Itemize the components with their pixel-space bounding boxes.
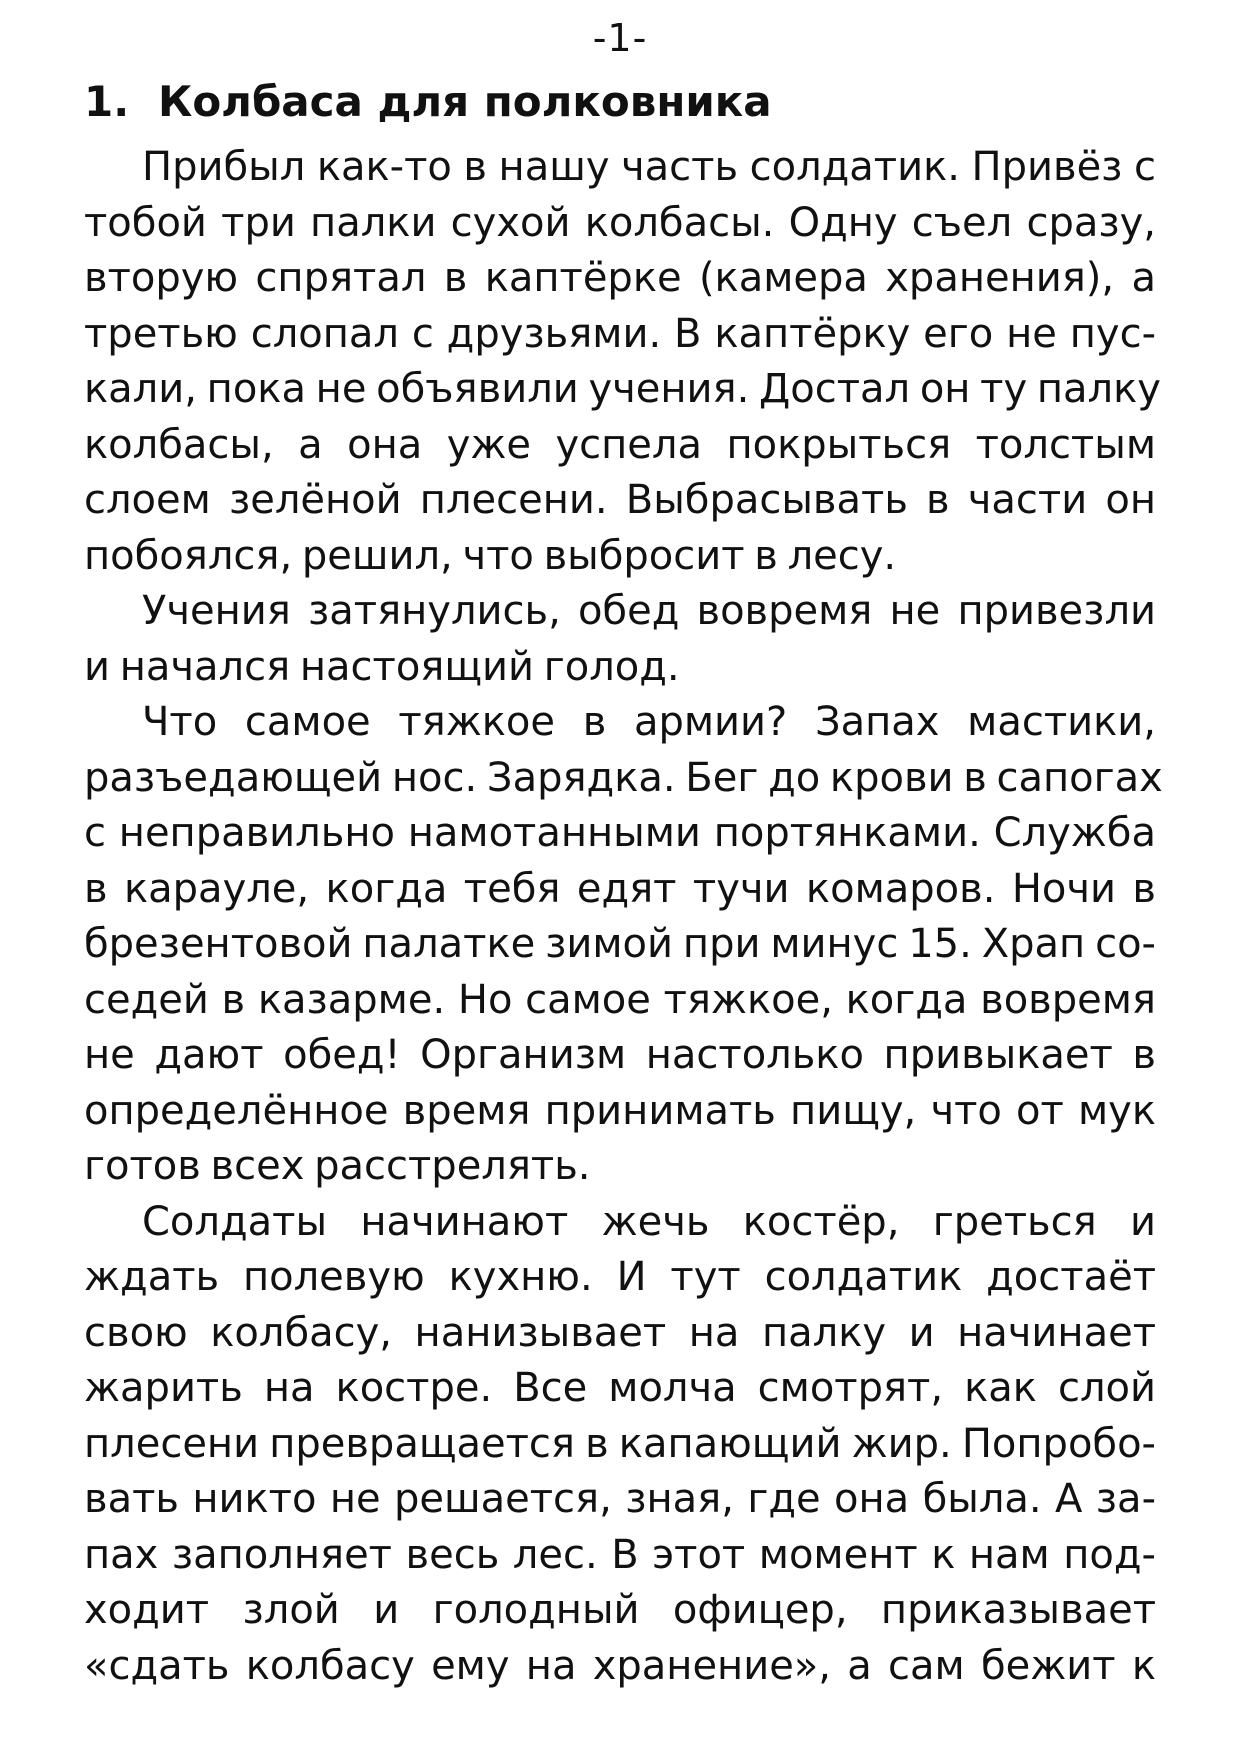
text-line: побоялся, решил, что выбросит в лесу.: [84, 532, 897, 579]
text-line: с неправильно намотанными портянками. Служба: [84, 810, 1156, 856]
text-line: определённое время принимать пищу, что от мук: [84, 1087, 1156, 1134]
text-line: ждать полевую кухню. И тут солдатик достаёт: [84, 1254, 1156, 1300]
text-line: третью слопал с друзьями. В каптёрку его не пус-: [84, 310, 1156, 357]
chapter-heading: [84, 74, 772, 130]
paragraph: [84, 584, 1156, 695]
text-line: вать никто не решается, зная, где она была. А за-: [84, 1476, 1156, 1522]
text-line: слоем зелёной плесени. Выбрасывать в части он: [84, 477, 1156, 523]
page-number: -1-: [592, 16, 648, 60]
text-line: тобой три палки сухой колбасы. Одну съел сразу,: [84, 199, 1156, 246]
text-line: Прибыл как-то в нашу часть солдатик. Привёз с: [142, 144, 1156, 190]
text-line: седей в казарме. Но самое тяжкое, когда вовремя: [84, 976, 1156, 1023]
text-line: плесени превращается в капающий жир. Попробо-: [84, 1420, 1156, 1467]
text-line: колбасы, а она уже успела покрыться толстым: [84, 421, 1156, 468]
text-line: Что самое тяжкое в армии? Запах мастики,: [142, 699, 1156, 745]
text-line: свою колбасу, нанизывает на палку и начинает: [84, 1309, 1156, 1356]
chapter-title: Колбаса для полковника: [158, 77, 772, 126]
document-page: [84, 0, 1163, 1748]
paragraph: [84, 140, 1161, 584]
text-line: ходит злой и голодный офицер, приказывает: [84, 1587, 1156, 1633]
paragraph: [84, 695, 1163, 1195]
text-line: не дают обед! Организм настолько привыкает в: [84, 1032, 1156, 1078]
text-line: готов всех расстрелять.: [84, 1143, 591, 1189]
text-line: кали, пока не объявили учения. Достал он ту палку: [84, 366, 1161, 412]
text-line: вторую спрятал в каптёрке (камера хранения), а: [84, 255, 1156, 301]
text-line: жарить на костре. Все молча смотрят, как слой: [84, 1365, 1156, 1411]
text-line: «сдать колбасу ему на хранение», а сам бежит к: [84, 1642, 1156, 1689]
chapter-body: [84, 140, 1163, 1694]
text-line: Учения затянулись, обед вовремя не привезли: [142, 588, 1156, 634]
text-line: Солдаты начинают жечь костёр, греться и: [142, 1198, 1156, 1245]
text-line: брезентовой палатке зимой при минус 15. Храп со-: [84, 921, 1156, 967]
text-line: пах заполняет весь лес. В этот момент к нам под-: [84, 1531, 1156, 1578]
text-line: и начался настоящий голод.: [84, 643, 680, 690]
text-line: в карауле, когда тебя едят тучи комаров. Ночи в: [84, 865, 1156, 912]
paragraph: [84, 1195, 1156, 1695]
text-line: разъедающей нос. Зарядка. Бег до крови в сапогах: [84, 754, 1163, 801]
chapter-number: 1.: [84, 77, 130, 126]
